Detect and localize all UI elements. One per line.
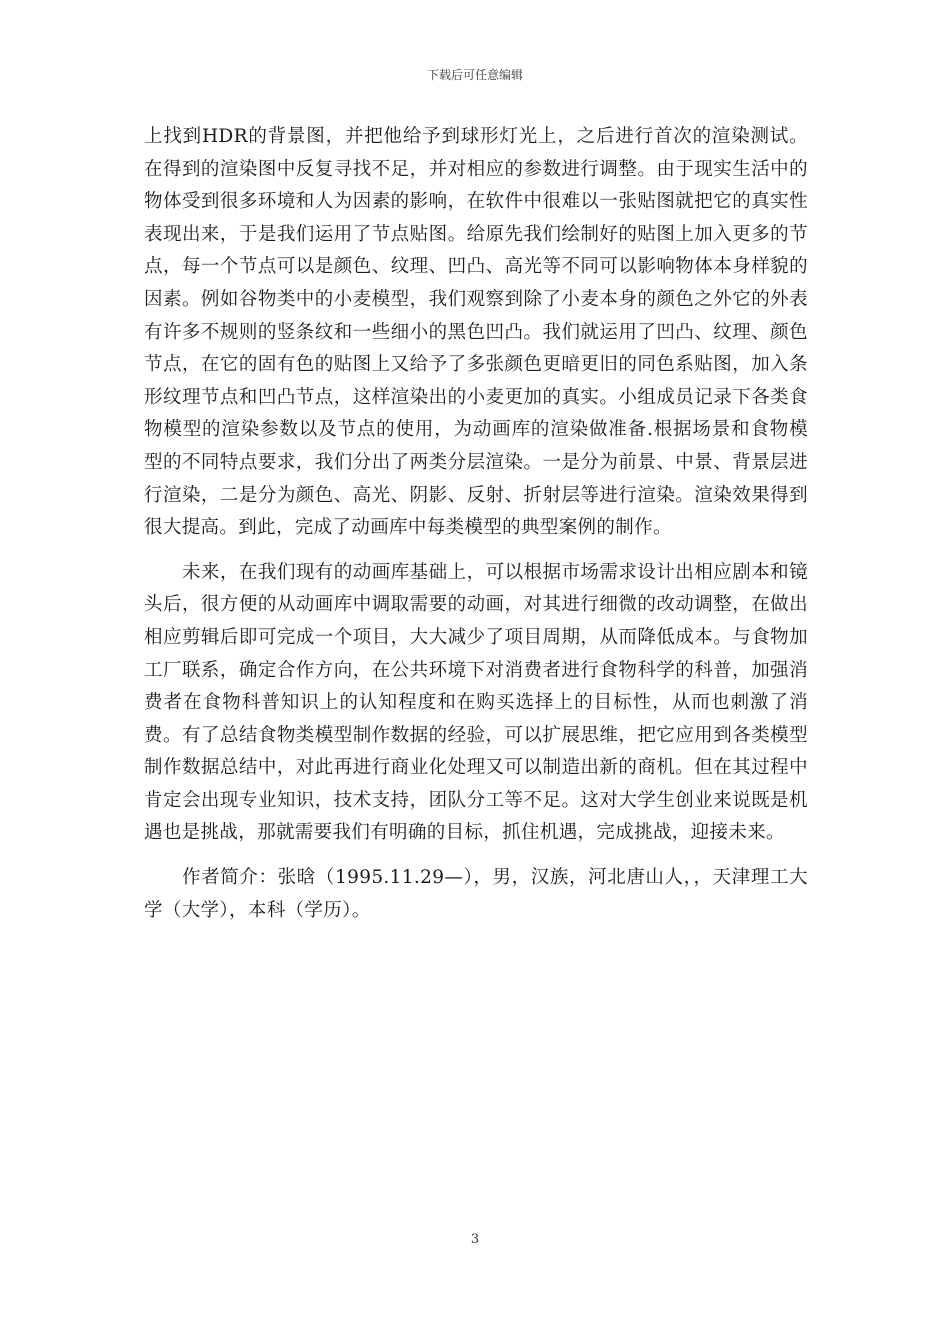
document-body <box>144 121 808 927</box>
page-number: 3 <box>470 1232 480 1247</box>
body-paragraph-2: 未来，在我们现有的动画库基础上，可以根据市场需求设计出相应剧本和镜头后，很方便的从动画库中调取需要的动画，对其进行细微的改动调整，在做出相应剪辑后即可完成一个项目，大大减少了项目周期，从而降低成本。与食物加工厂联系，确定合作方向，在公共环境下对消费者进行食物科学的科普，加强消费者在食物科普知识上的认知程度和在购买选择上的目标性，从而也刺激了消费。有了总结食物类模型制作数据的经验，可以扩展思维，把它应用到各类模型制作数据总结中，对此再进行商业化处理又可以制造出新的商机。但在其过程中肯定会出现专业知识，技术支持，团队分工等不足。这对大学生创业来说既是机遇也是挑战，那就需要我们有明确的目标，抓住机遇，完成挑战，迎接未来。 <box>144 561 808 844</box>
author-bio-paragraph: 作者简介：张晗（1995.11.29—），男，汉族，河北唐山人，，天津理工大学（大学），本科（学历）。 <box>144 867 808 921</box>
body-paragraph-1: 上找到HDR的背景图，并把他给予到球形灯光上，之后进行首次的渲染测试。在得到的渲染图中反复寻找不足，并对相应的参数进行调整。由于现实生活中的物体受到很多环境和人为因素的影响，在软件中很难以一张贴图就把它的真实性表现出来，于是我们运用了节点贴图。给原先我们绘制好的贴图上加入更多的节点，每一个节点可以是颜色、纹理、凹凸、高光等不同可以影响物体本身样貌的因素。例如谷物类中的小麦模型，我们观察到除了小麦本身的颜色之外它的外表有许多不规则的竖条纹和一些细小的黑色凹凸。我们就运用了凹凸、纹理、颜色节点，在它的固有色的贴图上又给予了多张颜色更暗更旧的同色系贴图，加入条形纹理节点和凹凸节点，这样渲染出的小麦更加的真实。小组成员记录下各类食物模型的渲染参数以及节点的使用，为动画库的渲染做准备.根据场景和食物模型的不同特点要求，我们分出了两类分层渲染。一是分为前景、中景、背景层进行渲染，二是分为颜色、高光、阴影、反射、折射层等进行渲染。渲染效果得到很大提高。到此，完成了动画库中每类模型的典型案例的制作。 <box>144 126 808 539</box>
page-header: 下载后可任意编辑 <box>426 68 523 82</box>
